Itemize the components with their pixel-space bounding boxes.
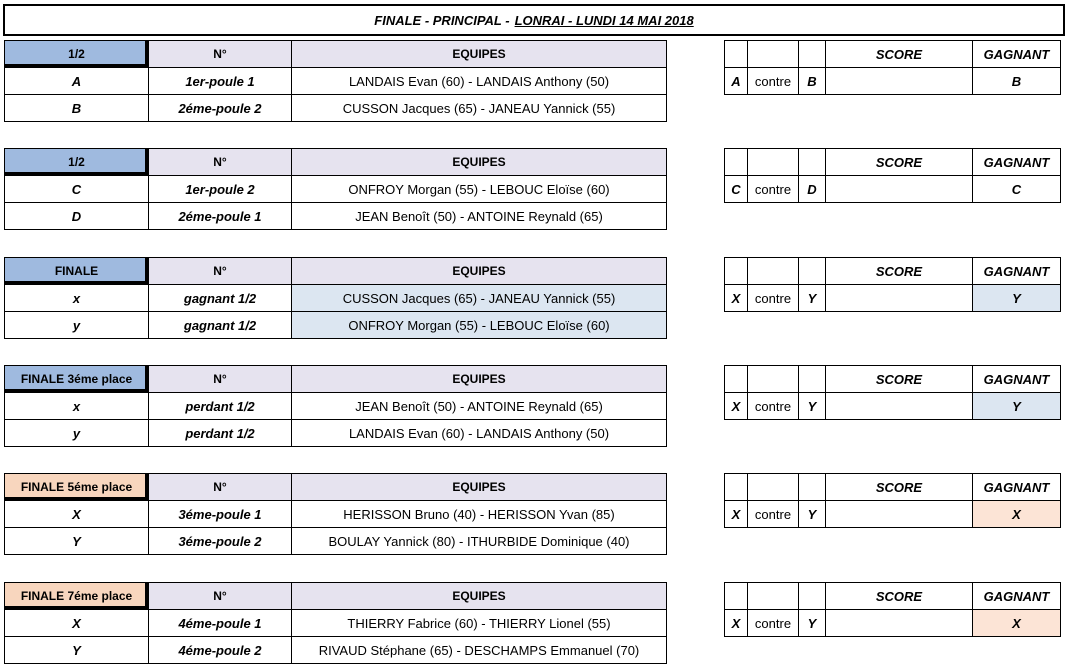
- team-letter: x: [5, 285, 149, 312]
- equipes-header: EQUIPES: [292, 366, 667, 393]
- team-seed: 2éme-poule 1: [149, 203, 292, 230]
- team-letter: A: [5, 68, 149, 95]
- match-table-finale: [724, 257, 1061, 312]
- match-team-a: C: [725, 176, 748, 203]
- team-seed: 3éme-poule 2: [149, 528, 292, 555]
- gagnant-header: GAGNANT: [973, 366, 1061, 393]
- team-letter: y: [5, 420, 149, 447]
- score-header: SCORE: [826, 583, 973, 610]
- team-names: BOULAY Yannick (80) - ITHURBIDE Dominique (40): [292, 528, 667, 555]
- contre-label: contre: [748, 68, 799, 95]
- score-cell[interactable]: [826, 393, 973, 420]
- team-seed: gagnant 1/2: [149, 285, 292, 312]
- equipes-header: EQUIPES: [292, 474, 667, 501]
- team-letter: x: [5, 393, 149, 420]
- contre-label: contre: [748, 176, 799, 203]
- match-team-a: A: [725, 68, 748, 95]
- section-label: 1/2: [5, 149, 149, 176]
- equipes-header: EQUIPES: [292, 258, 667, 285]
- gagnant-header: GAGNANT: [973, 41, 1061, 68]
- match-team-b: D: [799, 176, 826, 203]
- team-seed: 4éme-poule 2: [149, 637, 292, 664]
- section-label: FINALE 3éme place: [5, 366, 149, 393]
- section-label: FINALE 7éme place: [5, 583, 149, 610]
- num-header: N°: [149, 583, 292, 610]
- section-table-seventh-place: [4, 582, 667, 664]
- match-team-b: Y: [799, 501, 826, 528]
- team-letter: D: [5, 203, 149, 230]
- team-names: ONFROY Morgan (55) - LEBOUC Eloïse (60): [292, 312, 667, 339]
- team-seed: 1er-poule 1: [149, 68, 292, 95]
- num-header: N°: [149, 149, 292, 176]
- contre-label: contre: [748, 285, 799, 312]
- section-label: FINALE: [5, 258, 149, 285]
- team-names: RIVAUD Stéphane (65) - DESCHAMPS Emmanuel (70): [292, 637, 667, 664]
- section-table-semi-2: [4, 148, 667, 230]
- match-table-seventh-place: [724, 582, 1061, 637]
- match-team-b: Y: [799, 285, 826, 312]
- winner-cell[interactable]: X: [973, 610, 1061, 637]
- team-names: CUSSON Jacques (65) - JANEAU Yannick (55): [292, 95, 667, 122]
- score-cell[interactable]: [826, 285, 973, 312]
- team-seed: perdant 1/2: [149, 393, 292, 420]
- section-label: 1/2: [5, 41, 149, 68]
- match-table-semi-2: [724, 148, 1061, 203]
- score-header: SCORE: [826, 474, 973, 501]
- winner-cell[interactable]: Y: [973, 393, 1061, 420]
- team-letter: Y: [5, 637, 149, 664]
- contre-label: contre: [748, 501, 799, 528]
- team-seed: 1er-poule 2: [149, 176, 292, 203]
- gagnant-header: GAGNANT: [973, 583, 1061, 610]
- team-names: ONFROY Morgan (55) - LEBOUC Eloïse (60): [292, 176, 667, 203]
- score-cell[interactable]: [826, 176, 973, 203]
- match-table-fifth-place: [724, 473, 1061, 528]
- match-team-a: X: [725, 393, 748, 420]
- section-table-semi-1: [4, 40, 667, 122]
- team-names: JEAN Benoît (50) - ANTOINE Reynald (65): [292, 393, 667, 420]
- section-table-fifth-place: [4, 473, 667, 555]
- team-letter: y: [5, 312, 149, 339]
- team-seed: 4éme-poule 1: [149, 610, 292, 637]
- title-event: LONRAI - LUNDI 14 MAI 2018: [514, 12, 694, 28]
- team-seed: 2éme-poule 2: [149, 95, 292, 122]
- score-header: SCORE: [826, 149, 973, 176]
- gagnant-header: GAGNANT: [973, 258, 1061, 285]
- winner-cell[interactable]: X: [973, 501, 1061, 528]
- team-names: LANDAIS Evan (60) - LANDAIS Anthony (50): [292, 420, 667, 447]
- num-header: N°: [149, 366, 292, 393]
- score-header: SCORE: [826, 366, 973, 393]
- num-header: N°: [149, 41, 292, 68]
- equipes-header: EQUIPES: [292, 149, 667, 176]
- equipes-header: EQUIPES: [292, 41, 667, 68]
- team-seed: gagnant 1/2: [149, 312, 292, 339]
- team-seed: perdant 1/2: [149, 420, 292, 447]
- num-header: N°: [149, 258, 292, 285]
- score-header: SCORE: [826, 41, 973, 68]
- score-cell[interactable]: [826, 501, 973, 528]
- team-letter: X: [5, 610, 149, 637]
- match-team-a: X: [725, 610, 748, 637]
- team-names: THIERRY Fabrice (60) - THIERRY Lionel (55): [292, 610, 667, 637]
- contre-label: contre: [748, 610, 799, 637]
- match-team-a: X: [725, 285, 748, 312]
- match-team-b: Y: [799, 610, 826, 637]
- section-table-third-place: [4, 365, 667, 447]
- page-title: [3, 4, 1065, 36]
- team-letter: Y: [5, 528, 149, 555]
- team-names: HERISSON Bruno (40) - HERISSON Yvan (85): [292, 501, 667, 528]
- team-letter: X: [5, 501, 149, 528]
- team-names: CUSSON Jacques (65) - JANEAU Yannick (55): [292, 285, 667, 312]
- num-header: N°: [149, 474, 292, 501]
- score-header: SCORE: [826, 258, 973, 285]
- title-prefix: FINALE - PRINCIPAL -: [374, 12, 510, 28]
- match-table-semi-1: [724, 40, 1061, 95]
- match-table-third-place: [724, 365, 1061, 420]
- team-letter: C: [5, 176, 149, 203]
- winner-cell[interactable]: Y: [973, 285, 1061, 312]
- team-seed: 3éme-poule 1: [149, 501, 292, 528]
- gagnant-header: GAGNANT: [973, 149, 1061, 176]
- team-names: JEAN Benoît (50) - ANTOINE Reynald (65): [292, 203, 667, 230]
- team-names: LANDAIS Evan (60) - LANDAIS Anthony (50): [292, 68, 667, 95]
- score-cell[interactable]: [826, 610, 973, 637]
- score-cell[interactable]: [826, 68, 973, 95]
- match-team-b: B: [799, 68, 826, 95]
- winner-cell[interactable]: C: [973, 176, 1061, 203]
- gagnant-header: GAGNANT: [973, 474, 1061, 501]
- team-letter: B: [5, 95, 149, 122]
- contre-label: contre: [748, 393, 799, 420]
- section-label: FINALE 5éme place: [5, 474, 149, 501]
- section-table-finale: [4, 257, 667, 339]
- match-team-a: X: [725, 501, 748, 528]
- equipes-header: EQUIPES: [292, 583, 667, 610]
- match-team-b: Y: [799, 393, 826, 420]
- winner-cell[interactable]: B: [973, 68, 1061, 95]
